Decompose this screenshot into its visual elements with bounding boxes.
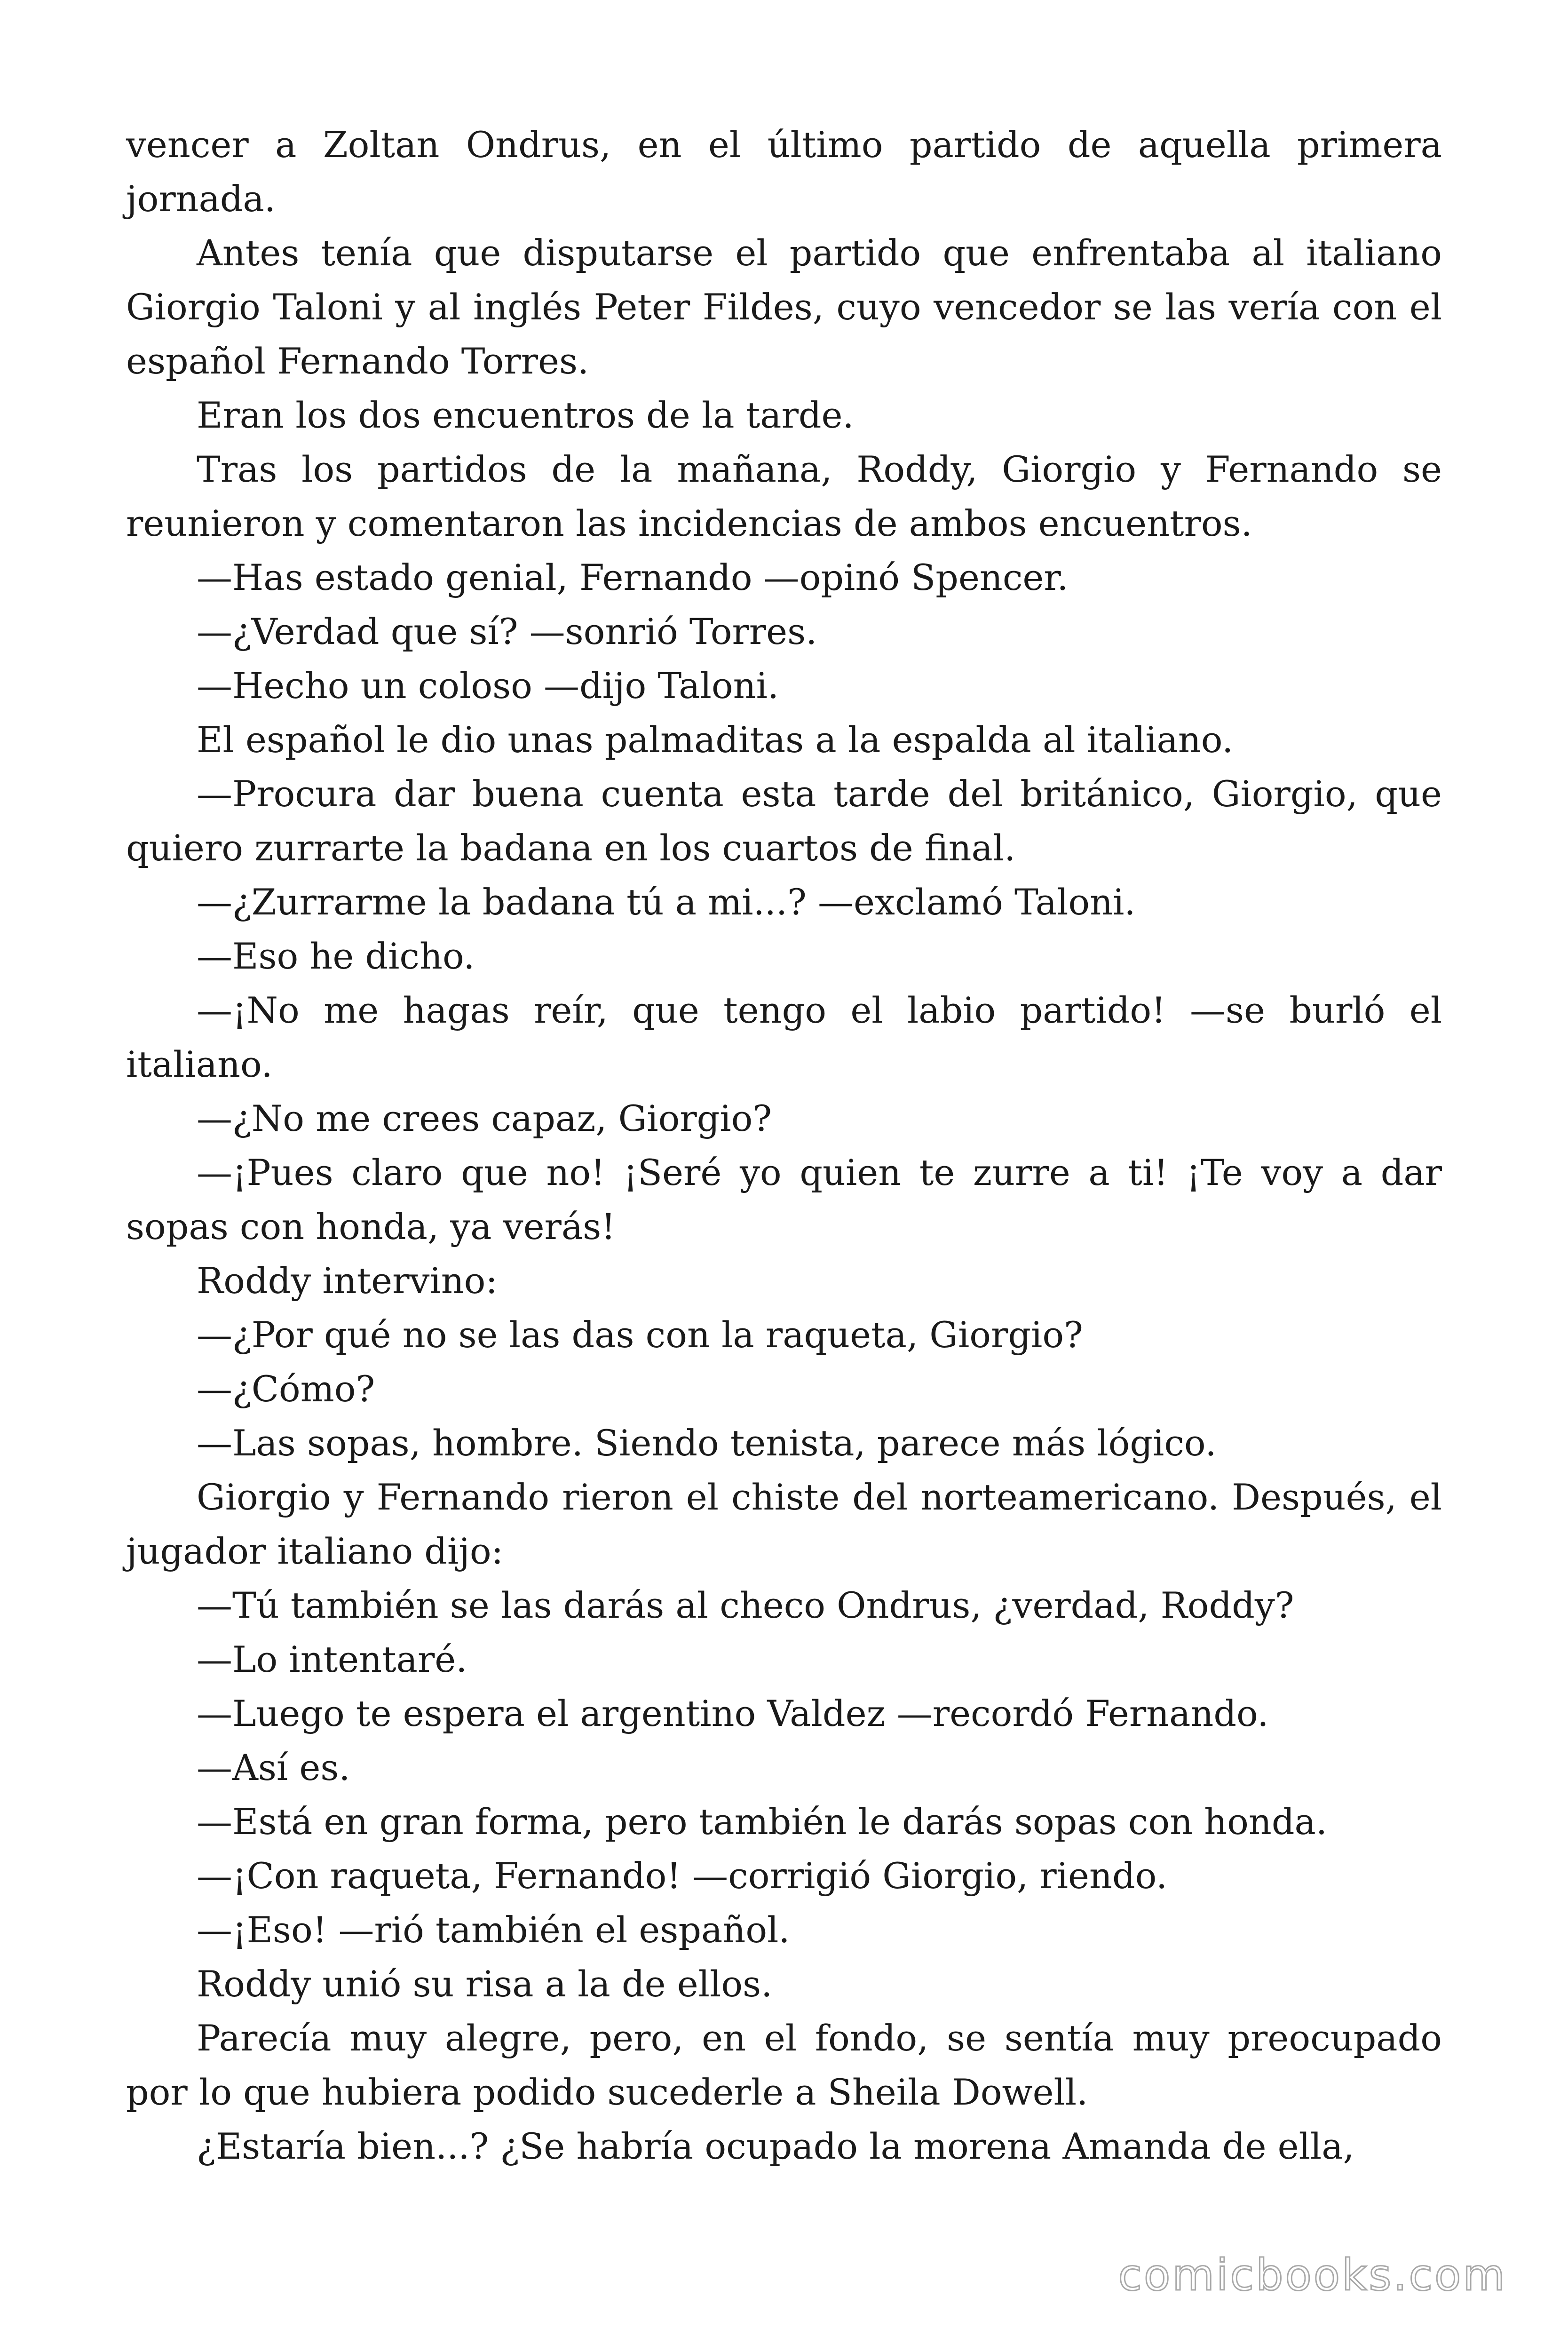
dialogue-line: —¡Con raqueta, Fernando! —corrigió Giorgio, riendo. (197, 1855, 1168, 1897)
dialogue-line: —¿Por qué no se las das con la raqueta, Giorgio? (197, 1314, 1083, 1356)
dialogue-line: —Luego te espera el argentino Valdez —recordó Fernando. (197, 1692, 1269, 1734)
paragraph: ¿Estaría bien...? ¿Se habría ocupado la morena Amanda de ella, (197, 2125, 1354, 2167)
paragraph: Eran los dos encuentros de la tarde. (197, 394, 854, 436)
paragraph: Giorgio y Fernando rieron el chiste del norteamericano. Después, el jugador italiano dijo: (126, 1476, 1442, 1572)
paragraph: Parecía muy alegre, pero, en el fondo, se sentía muy preocupado por lo que hubiera podido sucederle a Sheila Dowell. (126, 2017, 1442, 2113)
dialogue-line: —Has estado genial, Fernando —opinó Spencer. (197, 556, 1069, 598)
dialogue-line: —¡No me hagas reír, que tengo el labio partido! —se burló el italiano. (126, 989, 1442, 1085)
dialogue-line: —¡Eso! —rió también el español. (197, 1909, 790, 1951)
paragraph: Roddy intervino: (197, 1260, 498, 1302)
dialogue-line: —Las sopas, hombre. Siendo tenista, parece más lógico. (197, 1422, 1217, 1464)
paragraph: El español le dio unas palmaditas a la espalda al italiano. (197, 719, 1234, 761)
watermark: comicbooks.com (1118, 2250, 1507, 2300)
paragraph: vencer a Zoltan Ondrus, en el último partido de aquella primera jornada. (126, 124, 1442, 220)
dialogue-line: —¿Verdad que sí? —sonrió Torres. (197, 611, 817, 652)
page-body-text (126, 118, 1442, 2173)
dialogue-line: —Está en gran forma, pero también le darás sopas con honda. (197, 1801, 1327, 1843)
dialogue-line: —Así es. (197, 1747, 350, 1788)
paragraph: Tras los partidos de la mañana, Roddy, Giorgio y Fernando se reunieron y comentaron las incidencias de ambos encuentros. (126, 448, 1442, 544)
paragraph: Roddy unió su risa a la de ellos. (197, 1963, 773, 2005)
dialogue-line: —Eso he dicho. (197, 935, 475, 977)
dialogue-line: —Tú también se las darás al checo Ondrus, ¿verdad, Roddy? (197, 1584, 1294, 1626)
paragraph: Antes tenía que disputarse el partido que enfrentaba al italiano Giorgio Taloni y al inglés Peter Fildes, cuyo vencedor se las vería con el español Fernando Torres. (126, 232, 1442, 382)
dialogue-line: —¿Zurrarme la badana tú a mi...? —exclamó Taloni. (197, 881, 1136, 923)
dialogue-line: —Lo intentaré. (197, 1638, 467, 1680)
dialogue-line: —¿Cómo? (197, 1368, 375, 1410)
dialogue-line: —Hecho un coloso —dijo Taloni. (197, 665, 779, 707)
dialogue-line: —¿No me crees capaz, Giorgio? (197, 1097, 772, 1139)
dialogue-line: —Procura dar buena cuenta esta tarde del británico, Giorgio, que quiero zurrarte la badana en los cuartos de final. (126, 773, 1442, 869)
dialogue-line: —¡Pues claro que no! ¡Seré yo quien te zurre a ti! ¡Te voy a dar sopas con honda, ya verás! (126, 1152, 1442, 1248)
